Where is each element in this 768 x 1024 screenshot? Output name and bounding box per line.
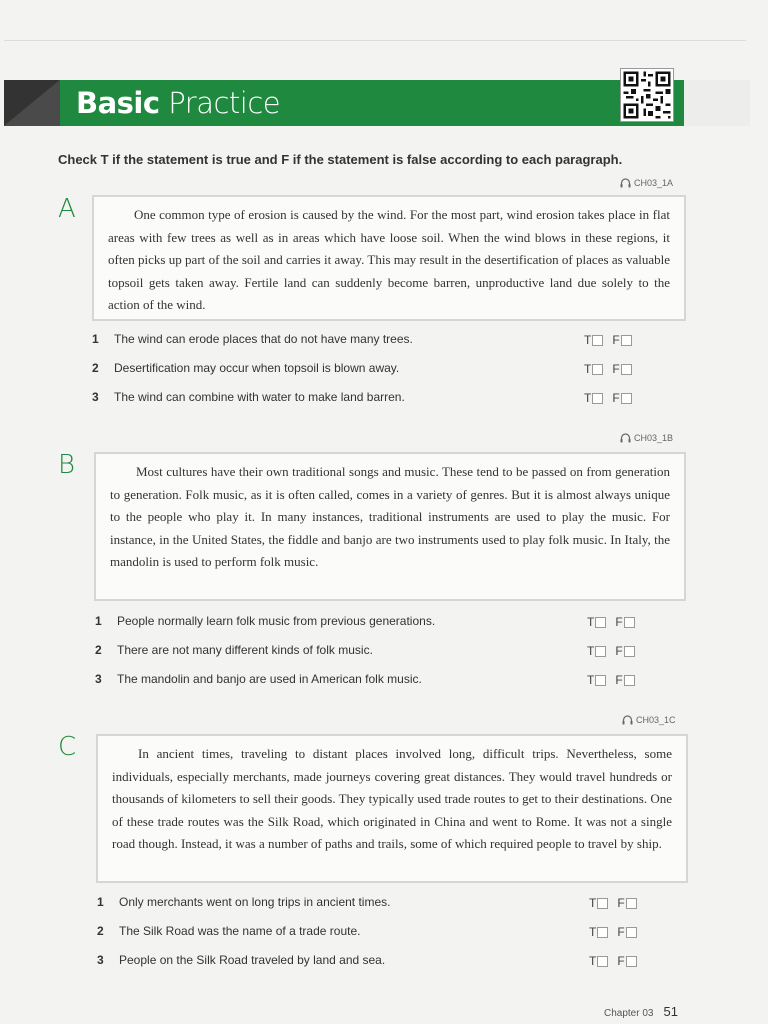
- banner-title-light: Practice: [168, 86, 281, 120]
- headphones-icon: [620, 178, 631, 188]
- question-row: [92, 358, 562, 378]
- true-false-choice: [589, 896, 646, 910]
- true-false-choice: [584, 391, 641, 405]
- audio-track-a[interactable]: [620, 178, 673, 188]
- audio-track-b[interactable]: [620, 433, 673, 443]
- false-checkbox[interactable]: [621, 335, 632, 346]
- headphones-icon: [620, 433, 631, 443]
- false-checkbox[interactable]: [621, 364, 632, 375]
- question-text: Only merchants went on long trips in ancient times.: [119, 895, 391, 909]
- true-label: T: [584, 333, 592, 347]
- passage-b: Most cultures have their own traditional songs and music. These tend to be passed on from generation to generation. Folk music, as it is often called, comes in a variety of genres. But it is almost always unique to the people who play it. In many instances, traditional instruments are used to play the music. For instance, in the United States, the fiddle and banjo are two instruments used to play folk music. In Italy, the mandolin is used to perform folk music.: [94, 452, 686, 601]
- question-text: There are not many different kinds of folk music.: [117, 643, 373, 657]
- true-checkbox[interactable]: [595, 617, 606, 628]
- audio-track-label: CH03_1C: [636, 715, 676, 725]
- false-checkbox[interactable]: [624, 617, 635, 628]
- audio-track-label: CH03_1A: [634, 178, 674, 188]
- question-text: Desertification may occur when topsoil is blown away.: [114, 361, 400, 375]
- banner-title: [76, 86, 280, 120]
- false-label: F: [615, 615, 623, 629]
- true-false-choice: [584, 333, 641, 347]
- true-checkbox[interactable]: [592, 335, 603, 346]
- question-text: The wind can erode places that do not have many trees.: [114, 332, 413, 346]
- true-checkbox[interactable]: [592, 364, 603, 375]
- true-label: T: [587, 615, 595, 629]
- question-number: 3: [97, 953, 104, 967]
- false-checkbox[interactable]: [626, 956, 637, 967]
- question-number: 2: [95, 643, 102, 657]
- true-label: T: [589, 954, 597, 968]
- true-label: T: [584, 362, 592, 376]
- true-label: T: [587, 644, 595, 658]
- qr-code-icon[interactable]: [620, 68, 674, 122]
- true-label: T: [589, 896, 597, 910]
- false-label: F: [617, 925, 625, 939]
- true-false-choice: [587, 615, 644, 629]
- top-rule: [4, 40, 746, 41]
- question-row: [95, 669, 565, 689]
- false-checkbox[interactable]: [626, 898, 637, 909]
- false-label: F: [612, 333, 620, 347]
- question-number: 1: [95, 614, 102, 628]
- question-number: 1: [92, 332, 99, 346]
- page-number: 51: [663, 1004, 678, 1019]
- page-footer: [604, 1004, 678, 1019]
- banner-title-bold: Basic: [76, 86, 160, 120]
- passage-a: One common type of erosion is caused by the wind. For the most part, wind erosion takes place in flat areas with few trees as well as in areas which have loose soil. When the wind blows in these regions, it often picks up part of the soil and carries it away. This may result in the desertification of places as valuable topsoil gets taken away. Fertile land can suddenly become barren, unproductive land due solely to the action of the wind.: [92, 195, 686, 321]
- question-row: [92, 329, 562, 349]
- false-checkbox[interactable]: [624, 646, 635, 657]
- section-banner: [4, 80, 684, 126]
- passage-c: In ancient times, traveling to distant places involved long, difficult trips. Nevertheless, some individuals, especially merchants, made journeys covering great distances. They would travel hundreds or thousands of kilometers to sell their goods. They typically used trade routes to get to their destinations. One of these trade routes was the Silk Road, which originated in China and went to Rome. It was not a single road though. Instead, it was a number of paths and trails, some of which required people to travel by ship.: [96, 734, 688, 883]
- true-false-choice: [587, 644, 644, 658]
- true-label: T: [584, 391, 592, 405]
- audio-track-label: CH03_1B: [634, 433, 674, 443]
- chapter-label: Chapter 03: [604, 1008, 654, 1019]
- question-number: 2: [97, 924, 104, 938]
- true-false-choice: [587, 673, 644, 687]
- true-false-choice: [589, 925, 646, 939]
- true-label: T: [587, 673, 595, 687]
- question-text: People on the Silk Road traveled by land and sea.: [119, 953, 386, 967]
- section-letter-c: C: [58, 732, 77, 762]
- false-checkbox[interactable]: [626, 927, 637, 938]
- question-number: 3: [92, 390, 99, 404]
- true-checkbox[interactable]: [597, 927, 608, 938]
- false-label: F: [615, 673, 623, 687]
- false-label: F: [617, 896, 625, 910]
- true-label: T: [589, 925, 597, 939]
- question-row: [97, 892, 567, 912]
- question-number: 2: [92, 361, 99, 375]
- instruction-text: Check T if the statement is true and F if the statement is false according to each paragraph.: [58, 152, 623, 167]
- question-text: The mandolin and banjo are used in American folk music.: [117, 672, 422, 686]
- question-row: [95, 611, 565, 631]
- section-letter-a: A: [58, 194, 76, 224]
- true-checkbox[interactable]: [595, 675, 606, 686]
- audio-track-c[interactable]: [622, 715, 676, 725]
- false-checkbox[interactable]: [621, 393, 632, 404]
- question-text: The Silk Road was the name of a trade route.: [119, 924, 361, 938]
- false-label: F: [612, 391, 620, 405]
- section-letter-b: B: [58, 450, 76, 480]
- true-checkbox[interactable]: [592, 393, 603, 404]
- banner-extension: [684, 80, 750, 126]
- false-label: F: [612, 362, 620, 376]
- false-label: F: [615, 644, 623, 658]
- question-number: 1: [97, 895, 104, 909]
- true-checkbox[interactable]: [597, 956, 608, 967]
- question-number: 3: [95, 672, 102, 686]
- false-label: F: [617, 954, 625, 968]
- true-checkbox[interactable]: [597, 898, 608, 909]
- question-row: [97, 950, 567, 970]
- true-false-choice: [589, 954, 646, 968]
- question-row: [92, 387, 562, 407]
- question-row: [95, 640, 565, 660]
- question-row: [97, 921, 567, 941]
- headphones-icon: [622, 715, 633, 725]
- true-checkbox[interactable]: [595, 646, 606, 657]
- false-checkbox[interactable]: [624, 675, 635, 686]
- true-false-choice: [584, 362, 641, 376]
- question-text: The wind can combine with water to make land barren.: [114, 390, 405, 404]
- question-text: People normally learn folk music from previous generations.: [117, 614, 436, 628]
